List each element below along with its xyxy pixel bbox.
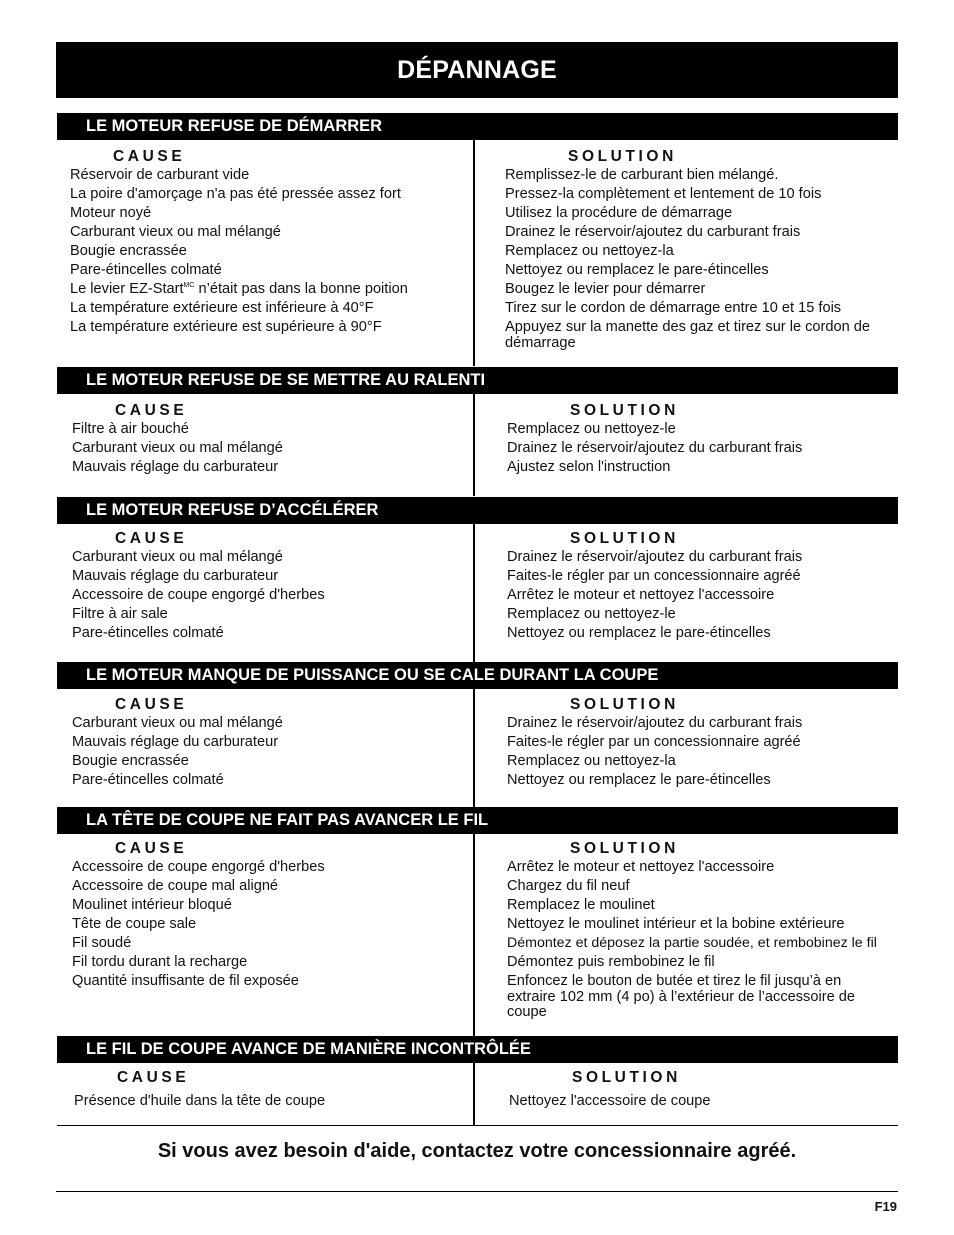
solution-item: Ajustez selon l'instruction: [507, 459, 671, 475]
solution-item: Drainez le réservoir/ajoutez du carburant frais: [507, 715, 803, 731]
section-engine-wont-accelerate: [57, 497, 898, 662]
solution-item: Drainez le réservoir/ajoutez du carburant frais: [507, 549, 803, 565]
cause-item: Mauvais réglage du carburateur: [72, 734, 279, 750]
cause-column: [72, 689, 467, 790]
cause-item: Fil tordu durant la recharge: [72, 954, 248, 970]
cause-header: CAUSE: [115, 696, 188, 713]
cause-item: Mauvais réglage du carburateur: [72, 568, 279, 584]
solution-list: [507, 714, 917, 790]
cause-list: [70, 166, 465, 337]
cause-item: Pare-étincelles colmaté: [72, 772, 224, 788]
column-divider: [473, 834, 475, 1036]
cause-header: CAUSE: [115, 402, 188, 419]
cause-item: Pare-étincelles colmaté: [72, 625, 224, 641]
solution-item: Chargez du fil neuf: [507, 878, 630, 894]
cause-column: [72, 834, 467, 991]
cause-item: Accessoire de coupe engorgé d'herbes: [72, 587, 325, 603]
cause-item: Mauvais réglage du carburateur: [72, 459, 279, 475]
cause-text: Le levier EZ-Start: [70, 281, 184, 297]
solution-list: [507, 548, 917, 643]
page-number: F19: [874, 1199, 897, 1214]
solution-item: Arrêtez le moteur et nettoyez l'accessoire: [507, 859, 775, 875]
cause-list: [72, 714, 467, 790]
solution-list: [505, 166, 915, 352]
solution-column: [507, 524, 917, 643]
solution-column: [505, 140, 915, 352]
solution-item: Remplacez le moulinet: [507, 897, 655, 913]
cause-list: [74, 1092, 469, 1111]
solution-item: Démontez et déposez la partie soudée, et rembobinez le fil: [507, 935, 877, 951]
section-body: [57, 524, 898, 662]
solution-item: Nettoyez l'accessoire de coupe: [509, 1093, 711, 1109]
title-bar: [56, 42, 898, 98]
cause-item: Fil soudé: [72, 935, 132, 951]
cause-item: Carburant vieux ou mal mélangé: [72, 549, 283, 565]
solution-item: Remplissez-le de carburant bien mélangé.: [505, 167, 779, 183]
cause-item: Pare-étincelles colmaté: [70, 262, 222, 278]
solution-header: SOLUTION: [570, 530, 679, 547]
solution-item: Remplacez ou nettoyez-le: [507, 421, 676, 437]
solution-header: SOLUTION: [570, 840, 679, 857]
solution-item: Drainez le réservoir/ajoutez du carburant frais: [507, 440, 803, 456]
column-divider: [473, 140, 475, 366]
cause-item: [70, 280, 465, 299]
trademark-superscript: MC: [183, 282, 195, 289]
solution-item: Pressez-la complètement et lentement de 10 fois: [505, 186, 822, 202]
solution-column: [507, 834, 907, 1022]
section-heading: LE MOTEUR REFUSE DE SE METTRE AU RALENTI: [57, 367, 898, 394]
cause-item: Présence d'huile dans la tête de coupe: [74, 1093, 326, 1109]
cause-item: Réservoir de carburant vide: [70, 167, 250, 183]
cause-item: La température extérieure est inférieure à 40°F: [70, 300, 374, 316]
solution-item: Remplacez ou nettoyez-la: [505, 243, 674, 259]
section-body: [57, 689, 898, 807]
solution-column: [507, 394, 917, 477]
solution-column: [509, 1063, 919, 1111]
table-bottom-rule: [57, 1125, 898, 1126]
cause-header: CAUSE: [115, 530, 188, 547]
cause-item: Filtre à air bouché: [72, 421, 189, 437]
column-divider: [473, 524, 475, 662]
cause-column: [74, 1063, 469, 1111]
section-power-loss: [57, 662, 898, 807]
cause-item: Carburant vieux ou mal mélangé: [72, 715, 283, 731]
cause-item: Bougie encrassée: [70, 243, 187, 259]
section-engine-wont-idle: [57, 367, 898, 496]
cause-column: [72, 394, 467, 477]
cause-item: La poire d'amorçage n'a pas été pressée assez fort: [70, 186, 401, 202]
section-head-wont-advance-line: [57, 807, 898, 1036]
cause-list: [72, 548, 467, 643]
solution-item: Nettoyez le moulinet intérieur et la bobine extérieure: [507, 916, 845, 932]
cause-list: [72, 420, 467, 477]
section-line-advances-uncontrolled: [57, 1036, 898, 1125]
section-heading: LE MOTEUR REFUSE D’ACCÉLÉRER: [57, 497, 898, 524]
solution-item: Nettoyez ou remplacez le pare-étincelles: [505, 262, 769, 278]
column-divider: [473, 1063, 475, 1125]
cause-item: Accessoire de coupe engorgé d'herbes: [72, 859, 325, 875]
section-heading: LE MOTEUR REFUSE DE DÉMARRER: [57, 113, 898, 140]
footer-rule: [56, 1191, 898, 1192]
help-message: Si vous avez besoin d'aide, contactez votre concessionnaire agréé.: [157, 1140, 797, 1162]
section-engine-wont-start: [57, 113, 898, 366]
cause-column: [72, 524, 467, 643]
solution-item: Drainez le réservoir/ajoutez du carburant frais: [505, 224, 801, 240]
solution-item: Utilisez la procédure de démarrage: [505, 205, 733, 221]
solution-list: [509, 1092, 919, 1111]
solution-header: SOLUTION: [572, 1069, 681, 1086]
column-divider: [473, 394, 475, 496]
cause-header: CAUSE: [115, 840, 188, 857]
cause-item: Carburant vieux ou mal mélangé: [70, 224, 281, 240]
cause-column: [70, 140, 465, 337]
solution-column: [507, 689, 917, 790]
cause-item: Moulinet intérieur bloqué: [72, 897, 232, 913]
solution-item: Faites-le régler par un concessionnaire agréé: [507, 568, 801, 584]
solution-item: Bougez le levier pour démarrer: [505, 281, 706, 297]
solution-item: Démontez puis rembobinez le fil: [507, 954, 715, 970]
cause-text-rest: n’était pas dans la bonne poition: [194, 281, 408, 297]
section-body: [57, 834, 898, 1036]
cause-item: Moteur noyé: [70, 205, 152, 221]
section-body: [57, 1063, 898, 1125]
solution-header: SOLUTION: [568, 148, 677, 165]
solution-item: Nettoyez ou remplacez le pare-étincelles: [507, 772, 771, 788]
cause-item: La température extérieure est supérieure à 90°F: [70, 319, 382, 335]
solution-item: Faites-le régler par un concessionnaire agréé: [507, 734, 801, 750]
solution-item: Remplacez ou nettoyez-le: [507, 606, 676, 622]
cause-item: Quantité insuffisante de fil exposée: [72, 973, 299, 989]
cause-item: Accessoire de coupe mal aligné: [72, 878, 279, 894]
page-title: DÉPANNAGE: [397, 55, 557, 84]
solution-header: SOLUTION: [570, 402, 679, 419]
section-heading: LE FIL DE COUPE AVANCE DE MANIÈRE INCONTRÔLÉE: [57, 1036, 898, 1063]
solution-item: Nettoyez ou remplacez le pare-étincelles: [507, 625, 771, 641]
solution-header: SOLUTION: [570, 696, 679, 713]
cause-item: Filtre à air sale: [72, 606, 168, 622]
solution-item: Remplacez ou nettoyez-la: [507, 753, 676, 769]
solution-item: Arrêtez le moteur et nettoyez l'accessoire: [507, 587, 775, 603]
solution-item: Tirez sur le cordon de démarrage entre 10 et 15 fois: [505, 300, 842, 316]
cause-list: [72, 858, 467, 991]
column-divider: [473, 689, 475, 807]
cause-item: Tête de coupe sale: [72, 916, 197, 932]
solution-list: [507, 858, 907, 1022]
section-body: [57, 140, 898, 366]
cause-header: CAUSE: [117, 1069, 190, 1086]
cause-item: Carburant vieux ou mal mélangé: [72, 440, 283, 456]
cause-item: Bougie encrassée: [72, 753, 189, 769]
cause-header: CAUSE: [113, 148, 186, 165]
section-body: [57, 394, 898, 496]
solution-list: [507, 420, 917, 477]
solution-item: Enfoncez le bouton de butée et tirez le fil jusqu’à en extraire 102 mm (4 po) à l’extérieur de l’accessoire de coupe: [507, 973, 855, 1020]
section-heading: LE MOTEUR MANQUE DE PUISSANCE OU SE CALE DURANT LA COUPE: [57, 662, 898, 689]
solution-item: Appuyez sur la manette des gaz et tirez sur le cordon de démarrage: [505, 319, 871, 351]
section-heading: LA TÊTE DE COUPE NE FAIT PAS AVANCER LE FIL: [57, 807, 898, 834]
